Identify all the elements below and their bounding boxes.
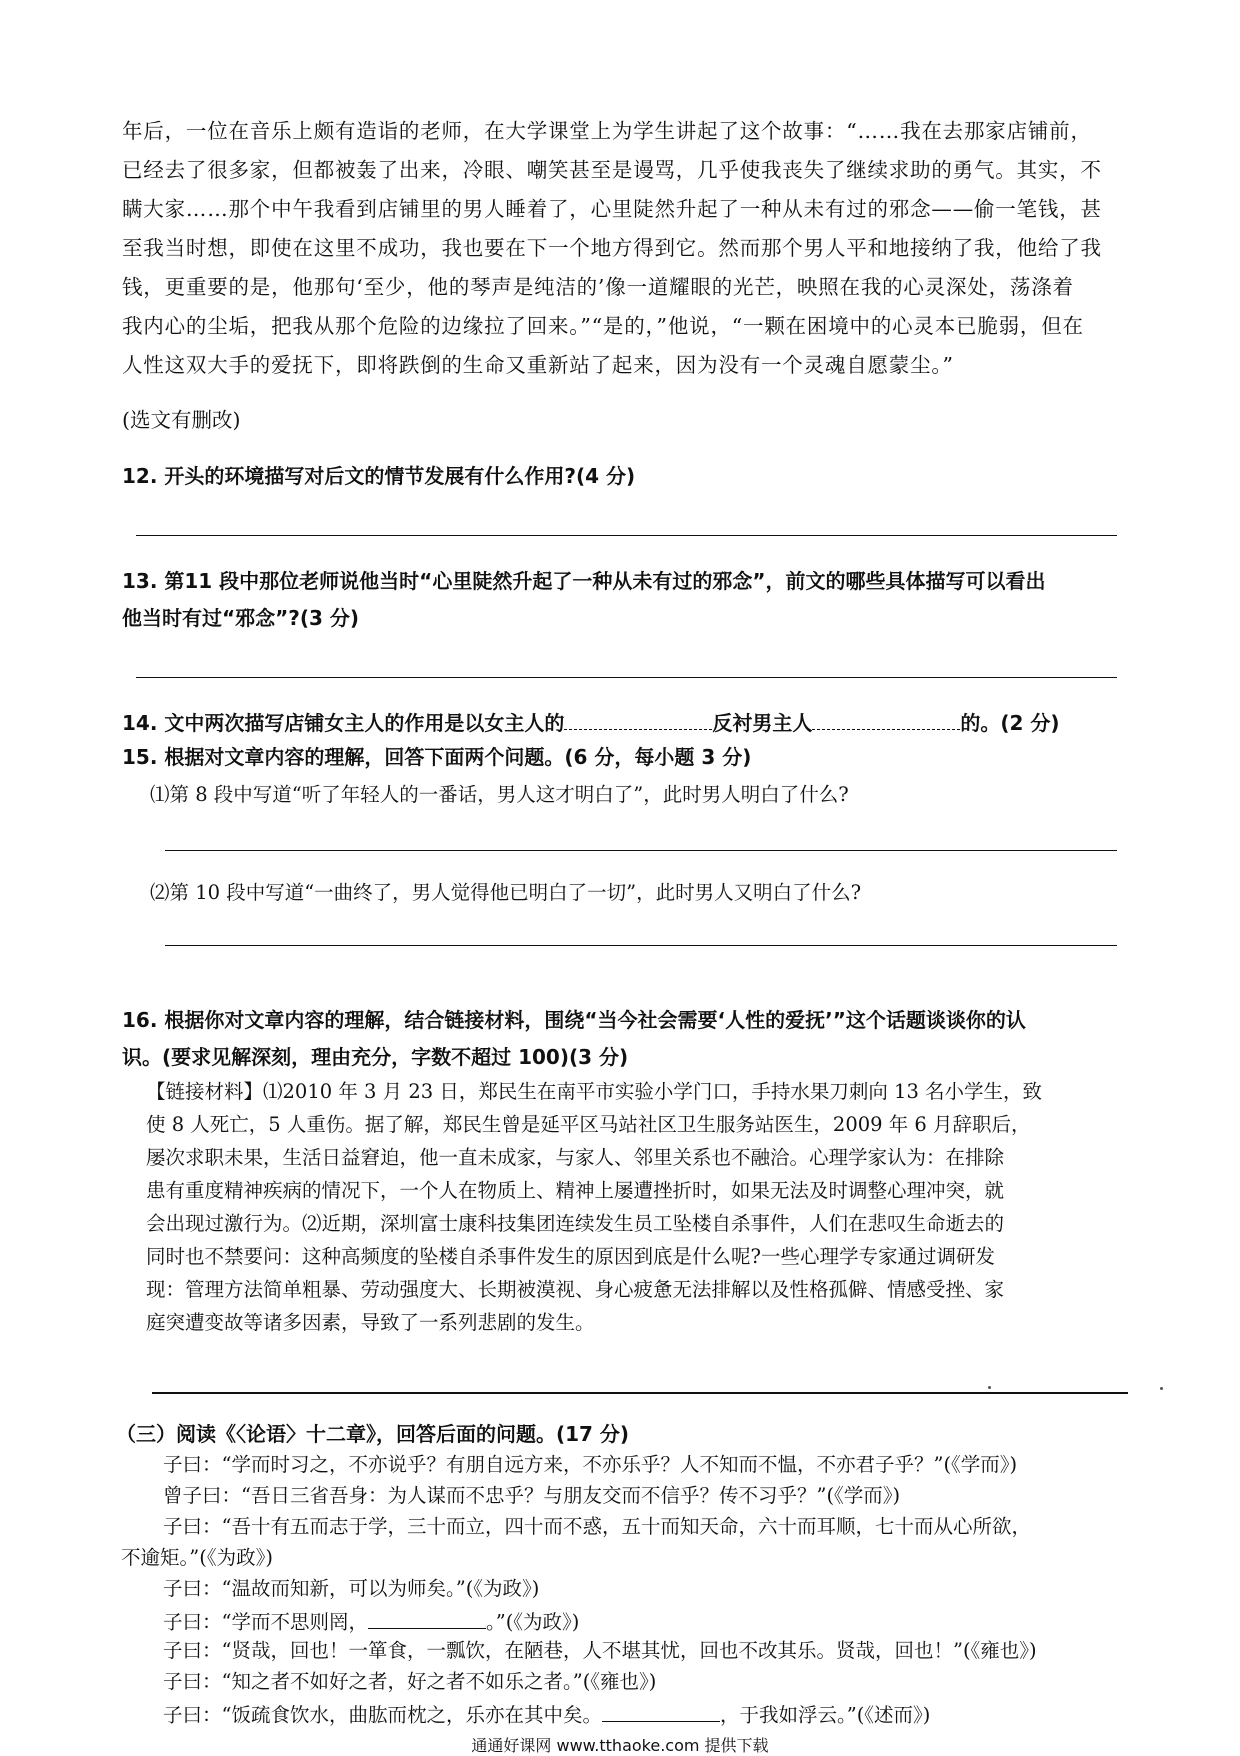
question-16-line-1: 16. 根据你对文章内容的理解，结合链接材料，围绕“当今社会需要‘人性的爱抚’”这个话题谈谈你的认 xyxy=(122,1008,1026,1032)
answer-line-q15-2[interactable] xyxy=(165,945,1117,946)
material-line-5: 会出现过激行为。⑵近期，深圳富士康科技集团连续发生员工坠楼自杀事件，人们在悲叹生命逝去的 xyxy=(146,1212,1005,1235)
question-14-part-3: 的。(2 分) xyxy=(960,711,1060,735)
question-14 xyxy=(122,711,1060,733)
blank-analects-2[interactable] xyxy=(602,1703,720,1722)
question-13-line-2: 他当时有过“邪念”?(3 分) xyxy=(122,606,360,630)
analects-line-9-after: ，于我如浮云。”(《述而》) xyxy=(719,1703,931,1727)
section-3-heading: （三）阅读《〈论语〉十二章》，回答后面的问题。(17 分) xyxy=(116,1422,630,1446)
question-15: 15. 根据对文章内容的理解，回答下面两个问题。(6 分，每小题 3 分) xyxy=(122,745,752,769)
question-14-part-1: 14. 文中两次描写店铺女主人的作用是以女主人的 xyxy=(122,711,565,735)
answer-line-q13[interactable] xyxy=(136,677,1117,678)
analects-line-6 xyxy=(163,1610,579,1632)
passage-line-1: 年后，一位在音乐上颇有造诣的老师，在大学课堂上为学生讲起了这个故事：“……我在去那家店铺前， xyxy=(122,119,1092,143)
passage-line-3: 瞒大家……那个中午我看到店铺里的男人睡着了，心里陡然升起了一种从未有过的邪念——偷一笔钱，甚 xyxy=(122,197,1102,221)
analects-line-8: 子曰：“知之者不如好之者，好之者不如乐之者。”(《雍也》) xyxy=(163,1670,657,1693)
analects-line-3: 子曰：“吾十有五而志于学，三十而立，四十而不惑，五十而知天命，六十而耳顺，七十而从心所欲， xyxy=(163,1515,1031,1538)
scan-speck xyxy=(988,1386,991,1389)
passage-line-4: 至我当时想，即使在这里不成功，我也要在下一个地方得到它。然而那个男人平和地接纳了我，他给了我 xyxy=(122,236,1102,260)
question-16-line-2: 识。(要求见解深刻，理由充分，字数不超过 100)(3 分) xyxy=(122,1045,629,1069)
analects-line-1: 子曰：“学而时习之，不亦说乎？有朋自远方来，不亦乐乎？人不知而不愠，不亦君子乎？”(《学而》) xyxy=(163,1453,1018,1476)
analects-line-6-after: 。”(《为政》) xyxy=(485,1610,580,1634)
question-12: 12. 开头的环境描写对后文的情节发展有什么作用?(4 分) xyxy=(122,464,636,488)
analects-line-2: 曾子曰：“吾日三省吾身：为人谋而不忠乎？与朋友交而不信乎？传不习乎？”(《学而》) xyxy=(163,1484,901,1507)
question-15-sub-2: ⑵第 10 段中写道“一曲终了，男人觉得他已明白了一切”，此时男人又明白了什么? xyxy=(150,881,862,904)
analects-line-7: 子曰：“贤哉，回也！一箪食，一瓢饮，在陋巷，人不堪其忧，回也不改其乐。贤哉，回也！”(《雍也》) xyxy=(163,1639,1037,1662)
analects-line-6-before: 子曰：“学而不思则罔， xyxy=(163,1610,368,1634)
material-line-3: 屡次求职未果，生活日益窘迫，他一直未成家，与家人、邻里关系也不融洽。心理学家认为：在排除 xyxy=(146,1146,1005,1169)
blank-q14-1[interactable] xyxy=(564,711,712,730)
analects-line-9 xyxy=(163,1703,930,1725)
analects-line-9-before: 子曰：“饭疏食饮水，曲肱而枕之，乐亦在其中矣。 xyxy=(163,1703,602,1727)
passage-line-5: 钱，更重要的是，他那句‘至少，他的琴声是纯洁的’像一道耀眼的光芒，映照在我的心灵深处，荡涤着 xyxy=(122,275,1074,299)
question-13-line-1: 13. 第11 段中那位老师说他当时“心里陡然升起了一种从未有过的邪念”，前文的哪些具体描写可以看出 xyxy=(122,569,1046,593)
material-line-8: 庭突遭变故等诸多因素，导致了一系列悲剧的发生。 xyxy=(146,1311,595,1334)
passage-note: (选文有删改) xyxy=(122,408,241,432)
passage-line-6: 我内心的尘垢，把我从那个危险的边缘拉了回来。”“是的，”他说，“一颗在困境中的心灵本已脆弱，但在 xyxy=(122,314,1084,338)
scan-speck xyxy=(1160,1387,1163,1390)
question-15-sub-1: ⑴第 8 段中写道“听了年轻人的一番话，男人这才明白了”，此时男人明白了什么? xyxy=(150,783,849,806)
answer-line-q12[interactable] xyxy=(136,535,1117,536)
analects-line-4: 不逾矩。”(《为政》) xyxy=(121,1546,273,1569)
blank-analects-1[interactable] xyxy=(368,1610,486,1629)
material-line-1: 【链接材料】⑴2010 年 3 月 23 日，郑民生在南平市实验小学门口，手持水果刀刺向 13 名小学生，致 xyxy=(146,1080,1043,1103)
passage-line-2: 已经去了很多家，但都被轰了出来，冷眼、嘲笑甚至是谩骂，几乎使我丧失了继续求助的勇气。其实，不 xyxy=(122,158,1102,182)
passage-line-7: 人性这双大手的爱抚下，即将跌倒的生命又重新站了起来，因为没有一个灵魂自愿蒙尘。” xyxy=(122,353,954,377)
analects-line-5: 子曰：“温故而知新，可以为师矣。”(《为政》) xyxy=(163,1577,540,1600)
blank-q14-2[interactable] xyxy=(812,711,960,730)
question-14-part-2: 反衬男主人 xyxy=(712,711,813,735)
material-line-2: 使 8 人死亡，5 人重伤。据了解，郑民生曾是延平区马站社区卫生服务站医生，2009 年 6 月辞职后， xyxy=(146,1113,1031,1136)
material-line-6: 同时也不禁要问：这种高频度的坠楼自杀事件发生的原因到底是什么呢?一些心理学专家通过调研发 xyxy=(146,1245,995,1268)
answer-line-q15-1[interactable] xyxy=(165,850,1117,851)
answer-line-q16[interactable] xyxy=(152,1392,1128,1394)
material-line-7: 现：管理方法简单粗暴、劳动强度大、长期被漠视、身心疲惫无法排解以及性格孤僻、情感受挫、家 xyxy=(146,1278,1005,1301)
material-line-4: 患有重度精神疾病的情况下，一个人在物质上、精神上屡遭挫折时，如果无法及时调整心理冲突，就 xyxy=(146,1179,1005,1202)
page-footer: 通通好课网 www.tthaoke.com 提供下载 xyxy=(471,1736,769,1755)
